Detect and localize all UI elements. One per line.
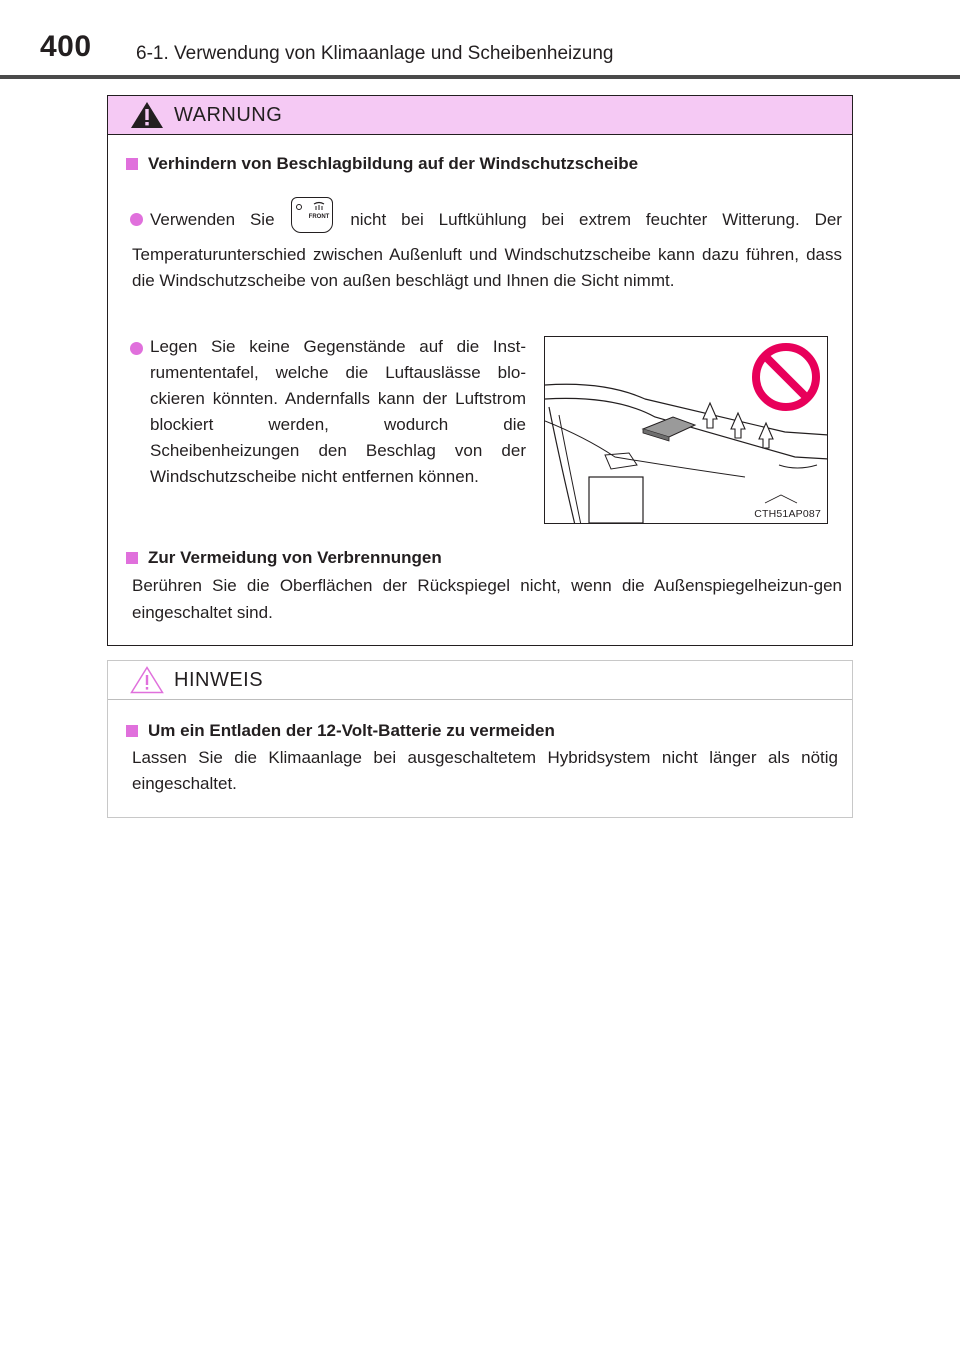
warning-label: WARNUNG	[174, 103, 283, 126]
section-title-fog-text: Verhindern von Beschlagbildung auf der Windschutzscheibe	[148, 154, 639, 173]
page-number: 400	[40, 30, 92, 63]
chapter-title: 6-1. Verwendung von Klimaanlage und Scheibenheizung	[136, 43, 614, 64]
bullet2-text: Legen Sie keine Gegenstände auf die Inst-rumententafel, welche die Luftauslässe blo-ckieren könnten. Andernfalls kann der Luftstrom blockiert werden, wodurch die Scheibenheizungen den Beschlag von der Windschutzscheibe nicht entfernen können.	[150, 337, 526, 486]
warning-triangle-icon	[130, 101, 164, 129]
section-square-icon	[126, 725, 138, 737]
notice-header	[108, 661, 852, 700]
dashboard-drawing	[545, 337, 828, 524]
section-title-burns	[126, 548, 442, 568]
warning-header	[108, 96, 852, 135]
front-defroster-button-icon	[291, 197, 333, 233]
section-title-fog	[126, 154, 638, 174]
dashboard-illustration	[544, 336, 828, 524]
bullet1-part-b: nicht bei Luftkühlung bei extrem feuchter Witterung. Der	[350, 210, 842, 229]
section-title-battery-text: Um ein Entladen der 12-Volt-Batterie zu vermeiden	[148, 721, 555, 740]
front-button-text: FRONT	[309, 213, 330, 220]
bullet-icon	[130, 342, 143, 355]
header-rule	[0, 75, 960, 79]
section-title-battery	[126, 721, 555, 741]
section-title-burns-text: Zur Vermeidung von Verbrennungen	[148, 548, 442, 567]
notice-box	[107, 660, 853, 818]
bullet1-rest: Temperaturunterschied zwischen Außenluft und Windschutzscheibe kann dazu führen, dass die Windschutzscheibe von außen beschlägt und Ihnen die Sicht nimmt.	[132, 245, 842, 290]
notice-triangle-icon	[130, 666, 164, 694]
bullet-icon	[130, 213, 143, 226]
warning-box	[107, 95, 853, 646]
notice-label: HINWEIS	[174, 668, 264, 691]
bullet1-part-a: Verwenden Sie	[150, 210, 275, 229]
section-square-icon	[126, 158, 138, 170]
figure-code: CTH51AP087	[754, 508, 821, 520]
section2-text: Berühren Sie die Oberflächen der Rückspiegel nicht, wenn die Außenspiegelheizun-gen eingeschaltet sind.	[132, 576, 842, 622]
notice-text: Lassen Sie die Klimaanlage bei ausgeschaltetem Hybridsystem nicht länger als nötig eingeschaltet.	[132, 748, 838, 793]
section-square-icon	[126, 552, 138, 564]
bullet1-first-line	[150, 200, 842, 240]
